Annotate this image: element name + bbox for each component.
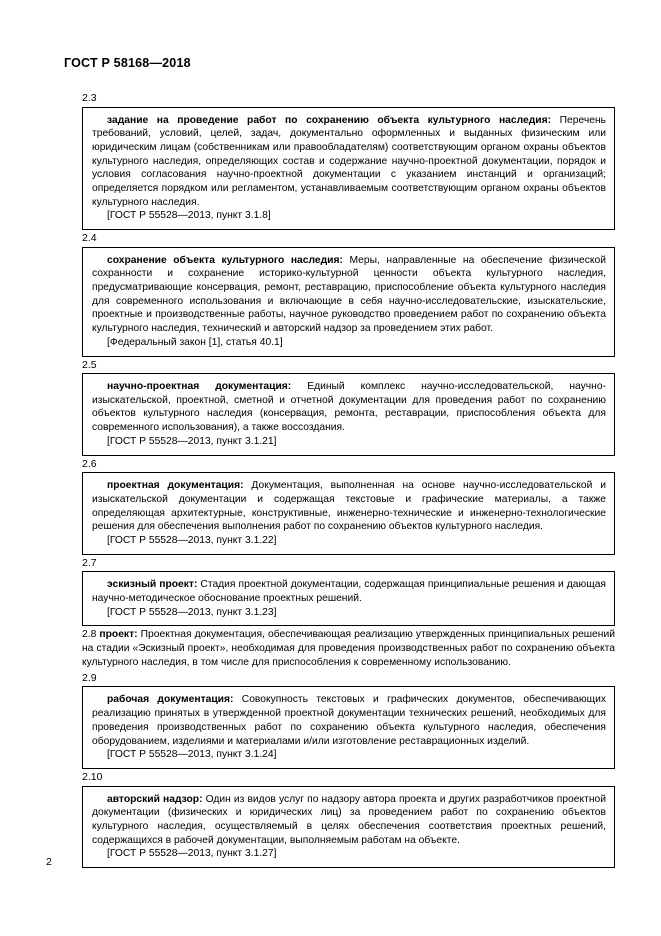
clause-term: задание на проведение работ по сохранению объекта культурного наследия: <box>107 114 552 126</box>
clause-definition: Документация, выполненная на основе научно-исследовательской и изыскательской документации и содержащая текстовые и графические материалы, а также определяющая архитектурные, конструктивные, инженерно-технические и инженерно-технологические решения для обеспечения выполнения работ по сохранению объектов культурного наследия. <box>92 480 606 533</box>
clause-box <box>82 373 615 455</box>
clause-term: научно-проектная документация: <box>107 381 292 393</box>
clause-2-6 <box>46 458 615 555</box>
clause-definition: Совокупность текстовых и графических документов, обеспечивающих реализацию принятых в утвержденной проектной документации технических решений, необходимых для проведения производственных работ по сохранению объекта культурного наследия, обеспечения оборудованием, изделиями и материалами и/или изготовление реставрационных изделий. <box>92 694 606 747</box>
clause-text <box>92 254 606 336</box>
clause-term: рабочая документация: <box>107 694 234 706</box>
clause-number: 2.7 <box>82 556 97 569</box>
clause-box <box>82 786 615 868</box>
clause-term: эскизный проект: <box>107 579 198 591</box>
clause-text <box>82 628 615 670</box>
clause-number: 2.10 <box>82 770 103 783</box>
clause-source: [ГОСТ Р 55528—2013, пункт 3.1.24] <box>107 749 277 761</box>
clause-2-8 <box>82 628 615 670</box>
clause-2-3 <box>46 92 615 230</box>
clause-source: [ГОСТ Р 55528—2013, пункт 3.1.8] <box>107 210 271 222</box>
clause-source: [ГОСТ Р 55528—2013, пункт 3.1.23] <box>107 606 277 618</box>
clause-text <box>92 479 606 534</box>
page-header: ГОСТ Р 58168—2018 <box>64 56 191 70</box>
clause-2-10 <box>46 771 615 868</box>
clause-2-7 <box>46 557 615 627</box>
clause-definition: Меры, направленные на обеспечение физической сохранности и сохранение историко-культурной ценности объекта культурного наследия, предусматривающие консервация, ремонт, реставрацию, приспособление объекта культурного наследия для современного использования и включающие в себя научно-исследовательские, изыскательские, проектные и производственные работы, научное руководство проведением работ по сохранению объекта культурного наследия, технический и авторский надзор за проведением этих работ. <box>92 254 606 335</box>
clause-box <box>82 571 615 626</box>
clause-2-5 <box>46 359 615 456</box>
clause-box <box>82 472 615 554</box>
clause-number: 2.4 <box>82 232 97 245</box>
clause-text <box>92 793 606 848</box>
clause-source: [ГОСТ Р 55528—2013, пункт 3.1.21] <box>107 435 277 447</box>
clause-box <box>82 247 615 357</box>
clause-source: [ГОСТ Р 55528—2013, пункт 3.1.22] <box>107 534 277 546</box>
clause-definition: Проектная документация, обеспечивающая реализацию утвержденных принципиальных решений на стадии «Эскизный проект», необходимая для проведения производственных работ по сохранению объекта культурного наследия, в том числе для приспособления к современному использованию. <box>82 629 615 668</box>
clause-definition: Стадия проектной документации, содержащая принципиальные решения и дающая научно-методическое обоснование проектных решений. <box>92 579 606 604</box>
clause-box <box>82 686 615 768</box>
clause-term: авторский надзор: <box>107 793 203 805</box>
clause-number: 2.5 <box>82 358 97 371</box>
clause-number: 2.9 <box>82 671 97 684</box>
clause-term: сохранение объекта культурного наследия: <box>107 254 343 266</box>
clause-term: проектная документация: <box>107 480 244 492</box>
clause-2-4 <box>46 232 615 356</box>
clause-2-9 <box>46 672 615 769</box>
clause-source: [ГОСТ Р 55528—2013, пункт 3.1.27] <box>107 848 277 860</box>
clause-text <box>92 693 606 748</box>
clause-definition: Один из видов услуг по надзору автора проекта и других разработчиков проектной документации (физических и юридических лиц) за проведением работ по сохранению объектов культурного наследия, осуществляемый в целях обеспечения соответствия проектных решений, содержащихся в рабочей документации, выполняемым работам на объекте. <box>92 793 606 846</box>
clause-box <box>82 107 615 231</box>
clause-definition: Единый комплекс научно-исследовательской, научно-изыскательской, проектной, сметной и отчетной документации для проведения работ по сохранению объектов культурного наследия (консервация, ремонта, реставрации, приспособления объекта для современного использования), а также воссоздания. <box>92 381 606 434</box>
clause-text <box>92 380 606 435</box>
clause-number: 2.6 <box>82 457 97 470</box>
clause-definition: Перечень требований, условий, целей, задач, документально оформленных и выданных физическим или юридическим лицам (собственникам или правообладателям) соответствующим органом охраны объектов культурного наследия, определяющих состав и содержание научно-проектной документации, порядок и условия согласования научно-проектной документации с указанием инстанций и организаций; определяется порядком или регламентом, устанавливаемым соответствующим органом охраны объектов культурного наследия. <box>92 114 606 208</box>
clause-number: 2.3 <box>82 92 97 104</box>
clause-text <box>92 578 606 605</box>
clause-source: [Федеральный закон [1], статья 40.1] <box>107 336 283 348</box>
clause-text <box>92 114 606 210</box>
clause-number: 2.8 <box>82 629 97 641</box>
clause-term: проект: <box>99 629 138 641</box>
page-number: 2 <box>46 856 52 868</box>
